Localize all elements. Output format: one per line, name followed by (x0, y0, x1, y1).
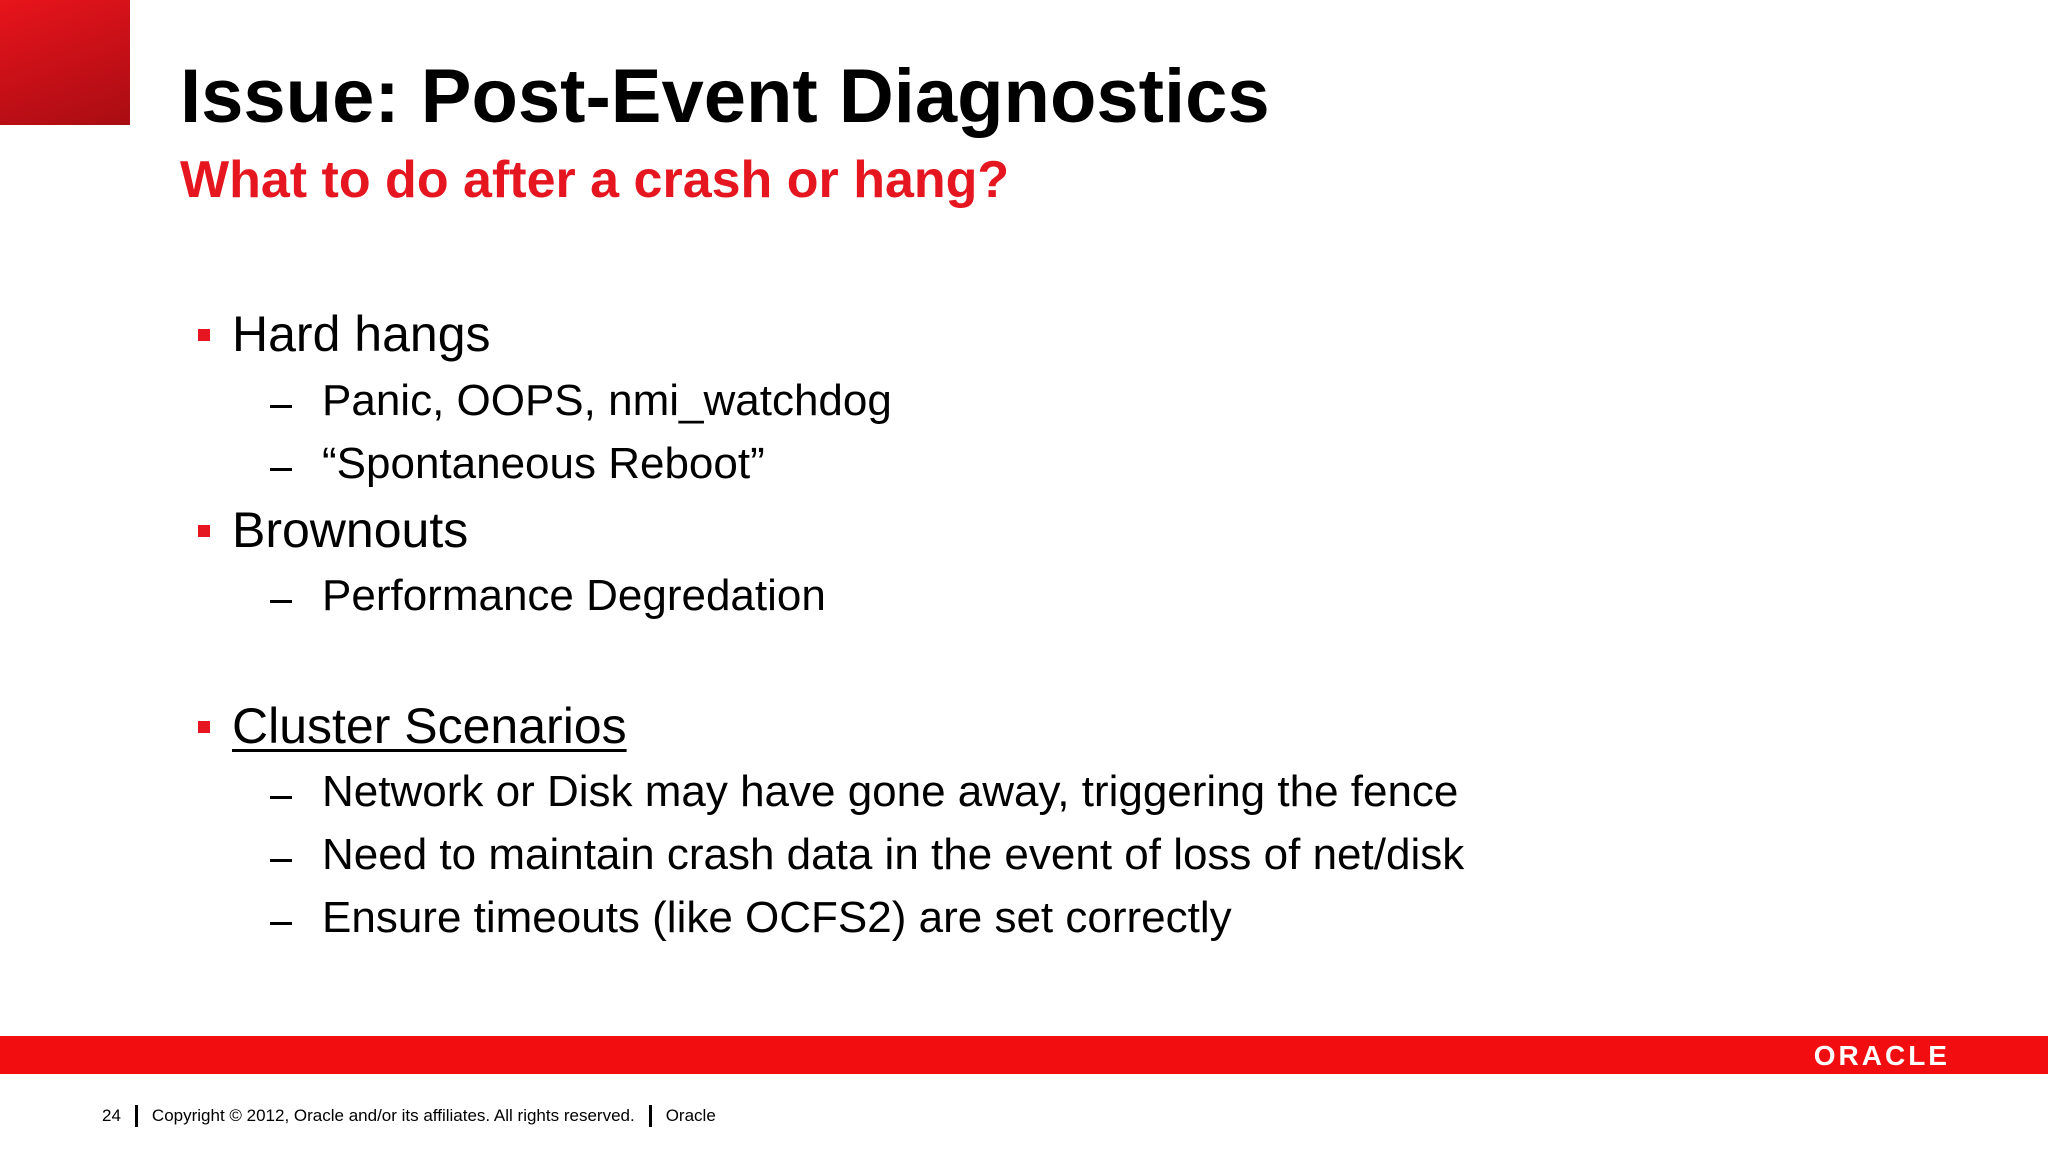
sub-bullet-text: Ensure timeouts (like OCFS2) are set correctly (322, 893, 1232, 942)
dash-icon (270, 468, 292, 471)
footer-red-band (0, 1036, 2048, 1074)
slide-footer (102, 1103, 716, 1129)
dash-icon (270, 600, 292, 603)
sub-bullet-text: Network or Disk may have gone away, triggering the fence (322, 767, 1459, 816)
sub-bullet-text: Need to maintain crash data in the event of loss of net/disk (322, 830, 1465, 879)
company-name: Oracle (665, 1106, 716, 1125)
bullet-square-icon (198, 721, 210, 733)
dash-icon (270, 796, 292, 799)
footer-separator (135, 1105, 138, 1127)
dash-icon (270, 922, 292, 925)
bullet-square-icon (198, 329, 210, 341)
dash-icon (270, 859, 292, 862)
page-number: 24 (102, 1106, 121, 1125)
oracle-logo: ORACLE (1813, 1040, 1950, 1071)
sub-bullet-text: Performance Degredation (322, 571, 826, 620)
footer-separator (649, 1105, 652, 1127)
sub-bullet-text: “Spontaneous Reboot” (322, 439, 765, 488)
bullet-text: Cluster Scenarios (232, 698, 627, 754)
dash-icon (270, 405, 292, 408)
copyright-text: Copyright © 2012, Oracle and/or its affiliates. All rights reserved. (151, 1106, 635, 1125)
slide-title: Issue: Post-Event Diagnostics (180, 54, 1270, 139)
bullet-text: Hard hangs (232, 306, 491, 362)
bullet-square-icon (198, 525, 210, 537)
bullet-text: Brownouts (232, 502, 469, 558)
slide-subtitle: What to do after a crash or hang? (180, 151, 1010, 209)
sub-bullet-text: Panic, OOPS, nmi_watchdog (322, 376, 892, 425)
